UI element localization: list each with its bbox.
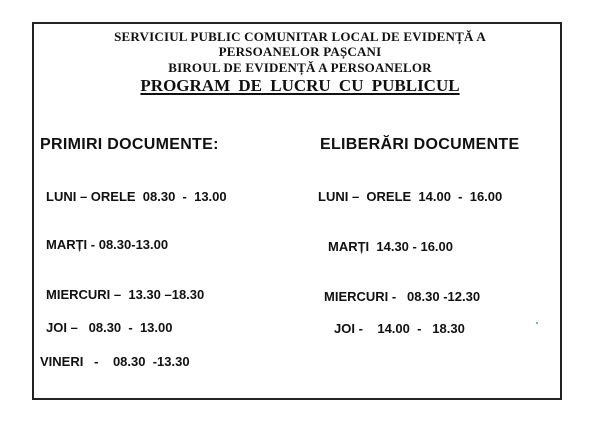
- primiri-row-joi: JOI – 08.30 - 13.00: [46, 320, 173, 335]
- eliberari-row-luni: LUNI – ORELE 14.00 - 16.00: [318, 189, 503, 204]
- scan-speck: [536, 322, 538, 324]
- eliberari-heading: ELIBERĂRI DOCUMENTE: [320, 136, 520, 153]
- eliberari-row-marti: MARȚI 14.30 - 16.00: [328, 239, 453, 254]
- page-title-text: PROGRAM DE LUCRU CU PUBLICUL: [140, 76, 460, 95]
- primiri-row-luni: LUNI – ORELE 08.30 - 13.00: [46, 189, 227, 204]
- primiri-heading: PRIMIRI DOCUMENTE:: [40, 136, 219, 153]
- header-institution-line-1: SERVICIUL PUBLIC COMUNITAR LOCAL DE EVIDENȚĂ A: [114, 29, 486, 44]
- primiri-row-vineri: VINERI - 08.30 -13.30: [40, 354, 190, 369]
- header-department: BIROUL DE EVIDENȚĂ A PERSOANELOR: [168, 60, 432, 75]
- eliberari-row-miercuri: MIERCURI - 08.30 -12.30: [324, 289, 481, 304]
- eliberari-row-joi: JOI - 14.00 - 18.30: [334, 321, 465, 336]
- header-institution-line-2: PERSOANELOR PAȘCANI: [218, 44, 382, 59]
- primiri-row-miercuri: MIERCURI – 13.30 –18.30: [46, 287, 205, 302]
- primiri-row-marti: MARȚI - 08.30-13.00: [46, 237, 169, 252]
- page-title: [0, 76, 600, 96]
